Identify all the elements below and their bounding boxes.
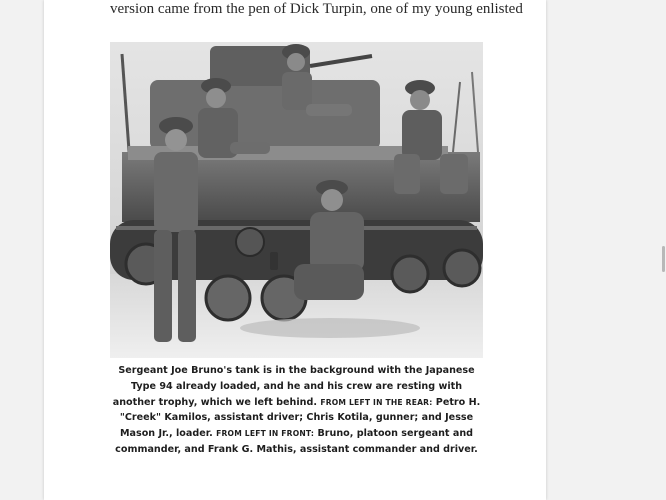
caption-main: Sergeant Joe Bruno's tank is in the background with the Japanese Type 94 already loaded, and he and his crew are resting with another trophy, which we left behind. bbox=[112, 365, 475, 408]
caption-front-names: Bruno, platoon sergeant and commander, and Frank G. Mathis, assistant commander and driver. bbox=[115, 428, 478, 455]
photo-illustration bbox=[110, 42, 483, 358]
tank-crew-photo bbox=[110, 42, 483, 358]
caption-label-front: FROM LEFT IN FRONT: bbox=[216, 429, 315, 439]
figure-caption bbox=[110, 363, 483, 458]
caption-label-rear: FROM LEFT IN THE REAR: bbox=[320, 397, 433, 407]
scrollbar-thumb[interactable] bbox=[662, 246, 665, 272]
body-text-line: version came from the pen of Dick Turpin, one of my young enlisted bbox=[110, 1, 523, 17]
caption-rear-names: Petro H. "Creek" Kamilos, assistant driver; Chris Kotila, gunner; and Jesse Mason Jr., loader. bbox=[119, 396, 481, 440]
